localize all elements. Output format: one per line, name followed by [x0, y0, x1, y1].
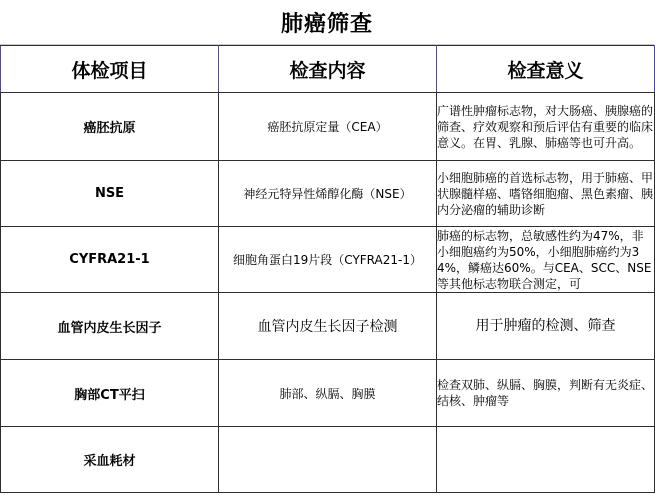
row-content-cell: 血管内皮生长因子检测 — [219, 293, 437, 360]
screening-table — [0, 45, 655, 493]
row-meaning-cell: 小细胞肺癌的首选标志物，用于肺癌、甲状腺髓样癌、嗜铬细胞瘤、黑色素瘤、胰内分泌瘤的辅助诊断 — [437, 161, 655, 227]
row-item-cell: 胸部CT平扫 — [1, 360, 219, 427]
row-content-cell: 癌胚抗原定量（CEA） — [219, 93, 437, 161]
row-item-cell: 采血耗材 — [1, 427, 219, 493]
row-content-cell: 肺部、纵膈、胸膜 — [219, 360, 437, 427]
header-meaning: 检查意义 — [437, 46, 655, 93]
table-row — [1, 293, 655, 360]
row-item-cell: 癌胚抗原 — [1, 93, 219, 161]
row-meaning-cell: 用于肿瘤的检测、筛查 — [437, 293, 655, 360]
table-row — [1, 227, 655, 293]
row-content-cell: 神经元特异性烯醇化酶（NSE） — [219, 161, 437, 227]
row-meaning-cell — [437, 427, 655, 493]
header-item: 体检项目 — [1, 46, 219, 93]
row-item-cell: NSE — [1, 161, 219, 227]
header-row — [1, 46, 655, 93]
sheet-title: 肺癌筛查 — [0, 0, 654, 45]
row-meaning-cell: 肺癌的标志物，总敏感性约为47%，非小细胞癌约为50%，小细胞肺癌约为34%，鳞癌达60%。与CEA、SCC、NSE等其他标志物联合测定，可 — [437, 227, 655, 293]
row-meaning-cell: 检查双肺、纵膈、胸膜，判断有无炎症、结核、肿瘤等 — [437, 360, 655, 427]
table-row — [1, 427, 655, 493]
row-item-cell: 血管内皮生长因子 — [1, 293, 219, 360]
row-item-cell: CYFRA21-1 — [1, 227, 219, 293]
row-content-cell: 细胞角蛋白19片段（CYFRA21-1） — [219, 227, 437, 293]
row-meaning-cell: 广谱性肿瘤标志物，对大肠癌、胰腺癌的筛查、疗效观察和预后评估有重要的临床意义。在胃、乳腺、肺癌等也可升高。 — [437, 93, 655, 161]
header-content: 检查内容 — [219, 46, 437, 93]
table-row — [1, 360, 655, 427]
table-row — [1, 161, 655, 227]
row-content-cell — [219, 427, 437, 493]
table-row — [1, 93, 655, 161]
